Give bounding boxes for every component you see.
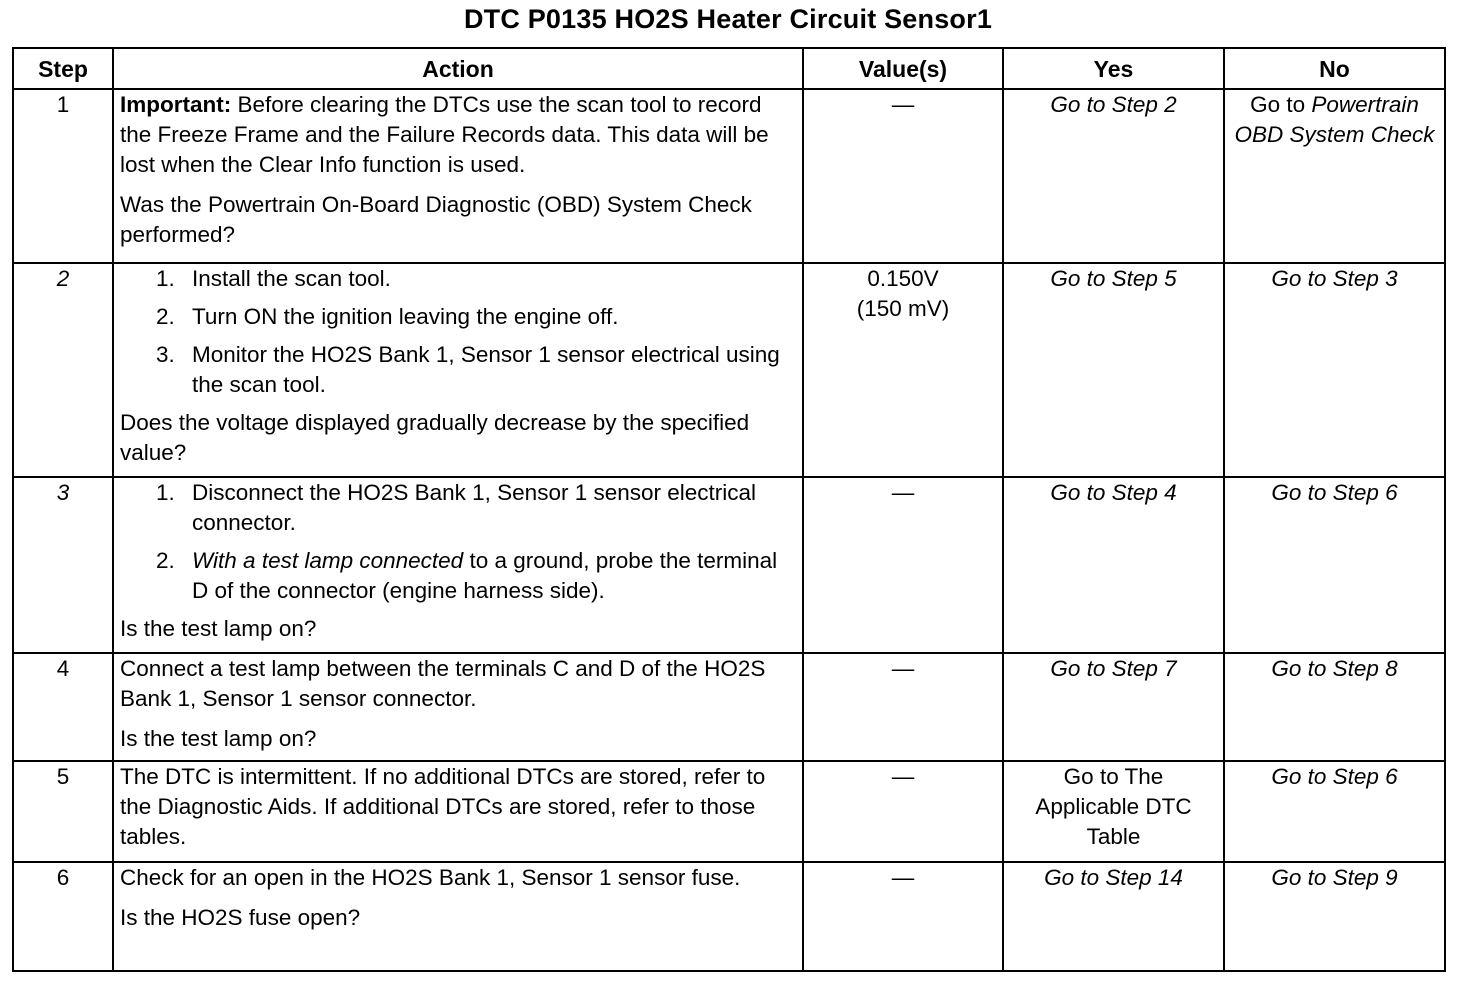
no-cell — [1224, 477, 1445, 653]
item-text: to a ground, probe the terminal D of the connector (engine harness side). — [192, 548, 778, 603]
item-number: 1. — [156, 480, 175, 505]
yes-goto-link[interactable]: Go to Step 4 — [1050, 480, 1177, 505]
action-text: The DTC is intermittent. If no additional DTCs are stored, refer to the Diagnostic Aids. If additional DTCs are stored, refer to those tables. — [120, 764, 766, 849]
yes-cell — [1003, 862, 1224, 971]
value-cell: — — [803, 761, 1003, 862]
item-number: 2. — [156, 304, 175, 329]
yes-goto-link[interactable]: Go to Step 5 — [1050, 266, 1177, 291]
table-row — [13, 653, 1445, 761]
diagnostic-table — [12, 47, 1446, 972]
no-goto-link[interactable]: Go to Step 9 — [1271, 865, 1398, 890]
yes-goto-link[interactable]: Go to Step 2 — [1050, 92, 1177, 117]
item-number: 3. — [156, 342, 175, 367]
table-row — [13, 862, 1445, 971]
action-text: Connect a test lamp between the terminals C and D of the HO2S Bank 1, Sensor 1 sensor connector. — [120, 656, 766, 711]
item-number: 1. — [156, 266, 175, 291]
list-item — [156, 340, 796, 400]
action-cell — [113, 477, 803, 653]
yes-cell — [1003, 653, 1224, 761]
list-item — [156, 478, 796, 538]
action-question: Is the HO2S fuse open? — [120, 905, 361, 930]
value-millivolts: (150 mV) — [856, 296, 950, 321]
header-value: Value(s) — [803, 48, 1003, 89]
item-text: Install the scan tool. — [192, 266, 391, 291]
item-text: Monitor the HO2S Bank 1, Sensor 1 sensor electrical using the scan tool. — [192, 342, 780, 397]
item-text: Disconnect the HO2S Bank 1, Sensor 1 sensor electrical connector. — [192, 480, 757, 535]
no-goto-link[interactable]: Go to Step 8 — [1271, 656, 1398, 681]
no-cell — [1224, 761, 1445, 862]
action-cell — [113, 862, 803, 971]
value-cell: — — [803, 653, 1003, 761]
table-row — [13, 477, 1445, 653]
list-item — [156, 302, 796, 332]
no-goto-prefix: Go to — [1250, 92, 1312, 117]
step-number: 1 — [13, 89, 113, 263]
table-row — [13, 761, 1445, 862]
yes-goto-link[interactable]: Go to Step 14 — [1044, 865, 1183, 890]
yes-cell — [1003, 263, 1224, 477]
table-header-row — [13, 48, 1445, 89]
value-cell: — — [803, 477, 1003, 653]
action-question: Is the test lamp on? — [120, 726, 317, 751]
header-step: Step — [13, 48, 113, 89]
no-goto-link[interactable]: Go to Step 3 — [1271, 266, 1398, 291]
value-cell — [803, 263, 1003, 477]
important-text: Before clearing the DTCs use the scan tool to record the Freeze Frame and the Failure Records data. This data will be lost when the Clear Info function is used. — [120, 92, 769, 177]
step-number: 4 — [13, 653, 113, 761]
no-cell — [1224, 653, 1445, 761]
header-no: No — [1224, 48, 1445, 89]
table-row — [13, 263, 1445, 477]
action-question: Does the voltage displayed gradually decrease by the specified value? — [120, 410, 750, 465]
yes-cell — [1003, 761, 1224, 862]
yes-cell — [1003, 477, 1224, 653]
step-number: 6 — [13, 862, 113, 971]
item-text: Turn ON the ignition leaving the engine off. — [192, 304, 619, 329]
page-title: DTC P0135 HO2S Heater Circuit Sensor1 — [463, 4, 993, 34]
list-item — [156, 264, 796, 294]
step-number: 5 — [13, 761, 113, 862]
no-goto-link[interactable]: Powertrain OBD System Check — [1234, 92, 1435, 147]
value-cell: — — [803, 89, 1003, 263]
action-cell — [113, 761, 803, 862]
action-cell — [113, 89, 803, 263]
value-volts: 0.150V — [867, 266, 939, 291]
action-list — [120, 478, 796, 606]
step-number: 3 — [13, 477, 113, 653]
item-number: 2. — [156, 548, 175, 573]
yes-goto-link[interactable]: Go to Step 7 — [1050, 656, 1177, 681]
action-text: Check for an open in the HO2S Bank 1, Sensor 1 sensor fuse. — [120, 865, 741, 890]
table-row — [13, 89, 1445, 263]
no-goto-link[interactable]: Go to Step 6 — [1271, 480, 1398, 505]
no-cell — [1224, 862, 1445, 971]
no-goto-link[interactable]: Go to Step 6 — [1271, 764, 1398, 789]
action-cell — [113, 653, 803, 761]
list-item — [156, 546, 796, 606]
item-italic-text: With a test lamp connected — [192, 548, 464, 573]
header-action: Action — [113, 48, 803, 89]
yes-goto-link[interactable]: Go to The Applicable DTC Table — [1035, 764, 1192, 849]
value-cell: — — [803, 862, 1003, 971]
action-cell — [113, 263, 803, 477]
header-yes: Yes — [1003, 48, 1224, 89]
important-label: Important: — [120, 92, 232, 117]
action-list — [120, 264, 796, 400]
no-cell — [1224, 263, 1445, 477]
step-number: 2 — [13, 263, 113, 477]
action-question: Is the test lamp on? — [120, 616, 317, 641]
no-cell — [1224, 89, 1445, 263]
action-question: Was the Powertrain On-Board Diagnostic (OBD) System Check performed? — [120, 192, 752, 247]
yes-cell — [1003, 89, 1224, 263]
